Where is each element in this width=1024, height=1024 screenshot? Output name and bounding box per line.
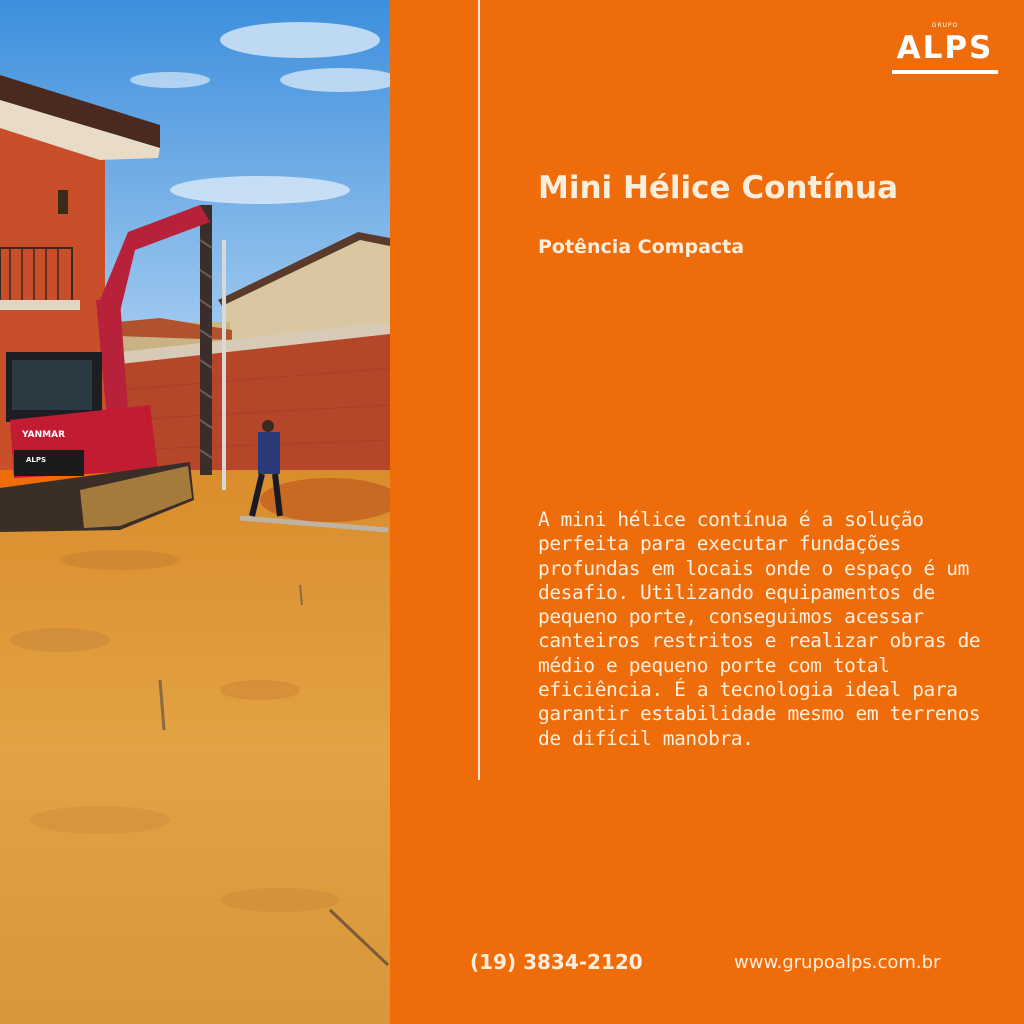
vertical-divider [478,0,480,780]
phone-number[interactable]: (19) 3834-2120 [470,950,643,974]
page-title: Mini Hélice Contínua [538,170,898,206]
alps-logo [890,22,1000,78]
page-subtitle: Potência Compacta [538,236,745,258]
construction-photo [0,0,390,1024]
website-link[interactable]: www.grupoalps.com.br [734,952,941,973]
machine-label-text: ALPS [26,456,47,464]
machine-brand-text: YANMAR [22,430,66,440]
logo-main-text: ALPS [896,30,994,66]
logo-small-text: GRUPO [931,22,959,29]
description-text: A mini hélice contínua é a solução perfeita para executar fundações profundas em locais onde o espaço é um desafio. Utilizando equipamentos de pequeno porte, conseguimos acessar canteiros restritos e realizar obras de médio e pequeno porte com total eficiência. É a tecnologia ideal para garantir estabilidade mesmo em terrenos de difícil manobra. [538,508,981,750]
logo-underline [892,70,998,74]
